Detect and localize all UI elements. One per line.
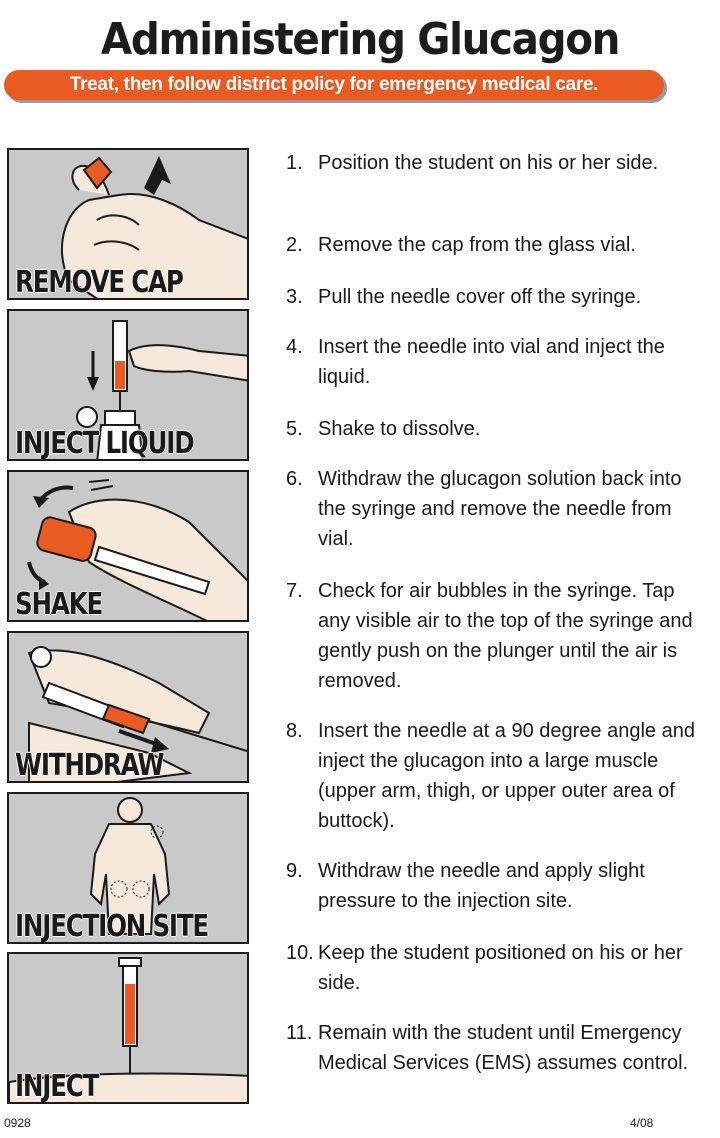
list-item: 9. Withdraw the needle and apply slight pressure to the injection site. xyxy=(286,860,645,912)
panel-inject xyxy=(7,952,249,1104)
panel-injection-site xyxy=(7,792,249,944)
list-item: 10. Keep the student positioned on his or her side. xyxy=(286,942,683,994)
policy-banner: Treat, then follow district policy for emergency medical care. xyxy=(4,70,664,100)
panel-label: SHAKE xyxy=(15,587,103,622)
list-item: 6. Withdraw the glucagon solution back into the syringe and remove the needle from vial. xyxy=(286,468,682,550)
panel-label: INJECT LIQUID xyxy=(15,426,194,461)
list-item: 3. Pull the needle cover off the syringe. xyxy=(286,286,642,308)
panel-inject-liquid xyxy=(7,309,249,461)
list-item: 1. Position the student on his or her side. xyxy=(286,152,659,174)
document-date: 4/08 xyxy=(630,1116,654,1130)
document-code: 0928 xyxy=(4,1116,31,1130)
panel-label: INJECTION SITE xyxy=(15,909,208,944)
list-item: 11. Remain with the student until Emergency Medical Services (EMS) assumes control. xyxy=(286,1022,689,1074)
list-item: 7. Check for air bubbles in the syringe. Tap any visible air to the top of the syringe and gently push on the plunger until the air is removed. xyxy=(286,580,693,692)
panel-withdraw xyxy=(7,631,249,783)
panel-label: INJECT xyxy=(15,1069,99,1104)
panel-remove-cap xyxy=(7,148,249,300)
panel-label: WITHDRAW xyxy=(15,748,164,783)
list-item: 5. Shake to dissolve. xyxy=(286,418,481,440)
page-title: Administering Glucagon xyxy=(100,14,620,65)
panel-label: REMOVE CAP xyxy=(15,265,183,300)
list-item: 4. Insert the needle into vial and inject the liquid. xyxy=(286,336,665,388)
list-item: 2. Remove the cap from the glass vial. xyxy=(286,234,636,256)
list-item: 8. Insert the needle at a 90 degree angle and inject the glucagon into a large muscle (upper arm, thigh, or upper outer area of buttock). xyxy=(286,720,695,832)
panel-shake xyxy=(7,470,249,622)
